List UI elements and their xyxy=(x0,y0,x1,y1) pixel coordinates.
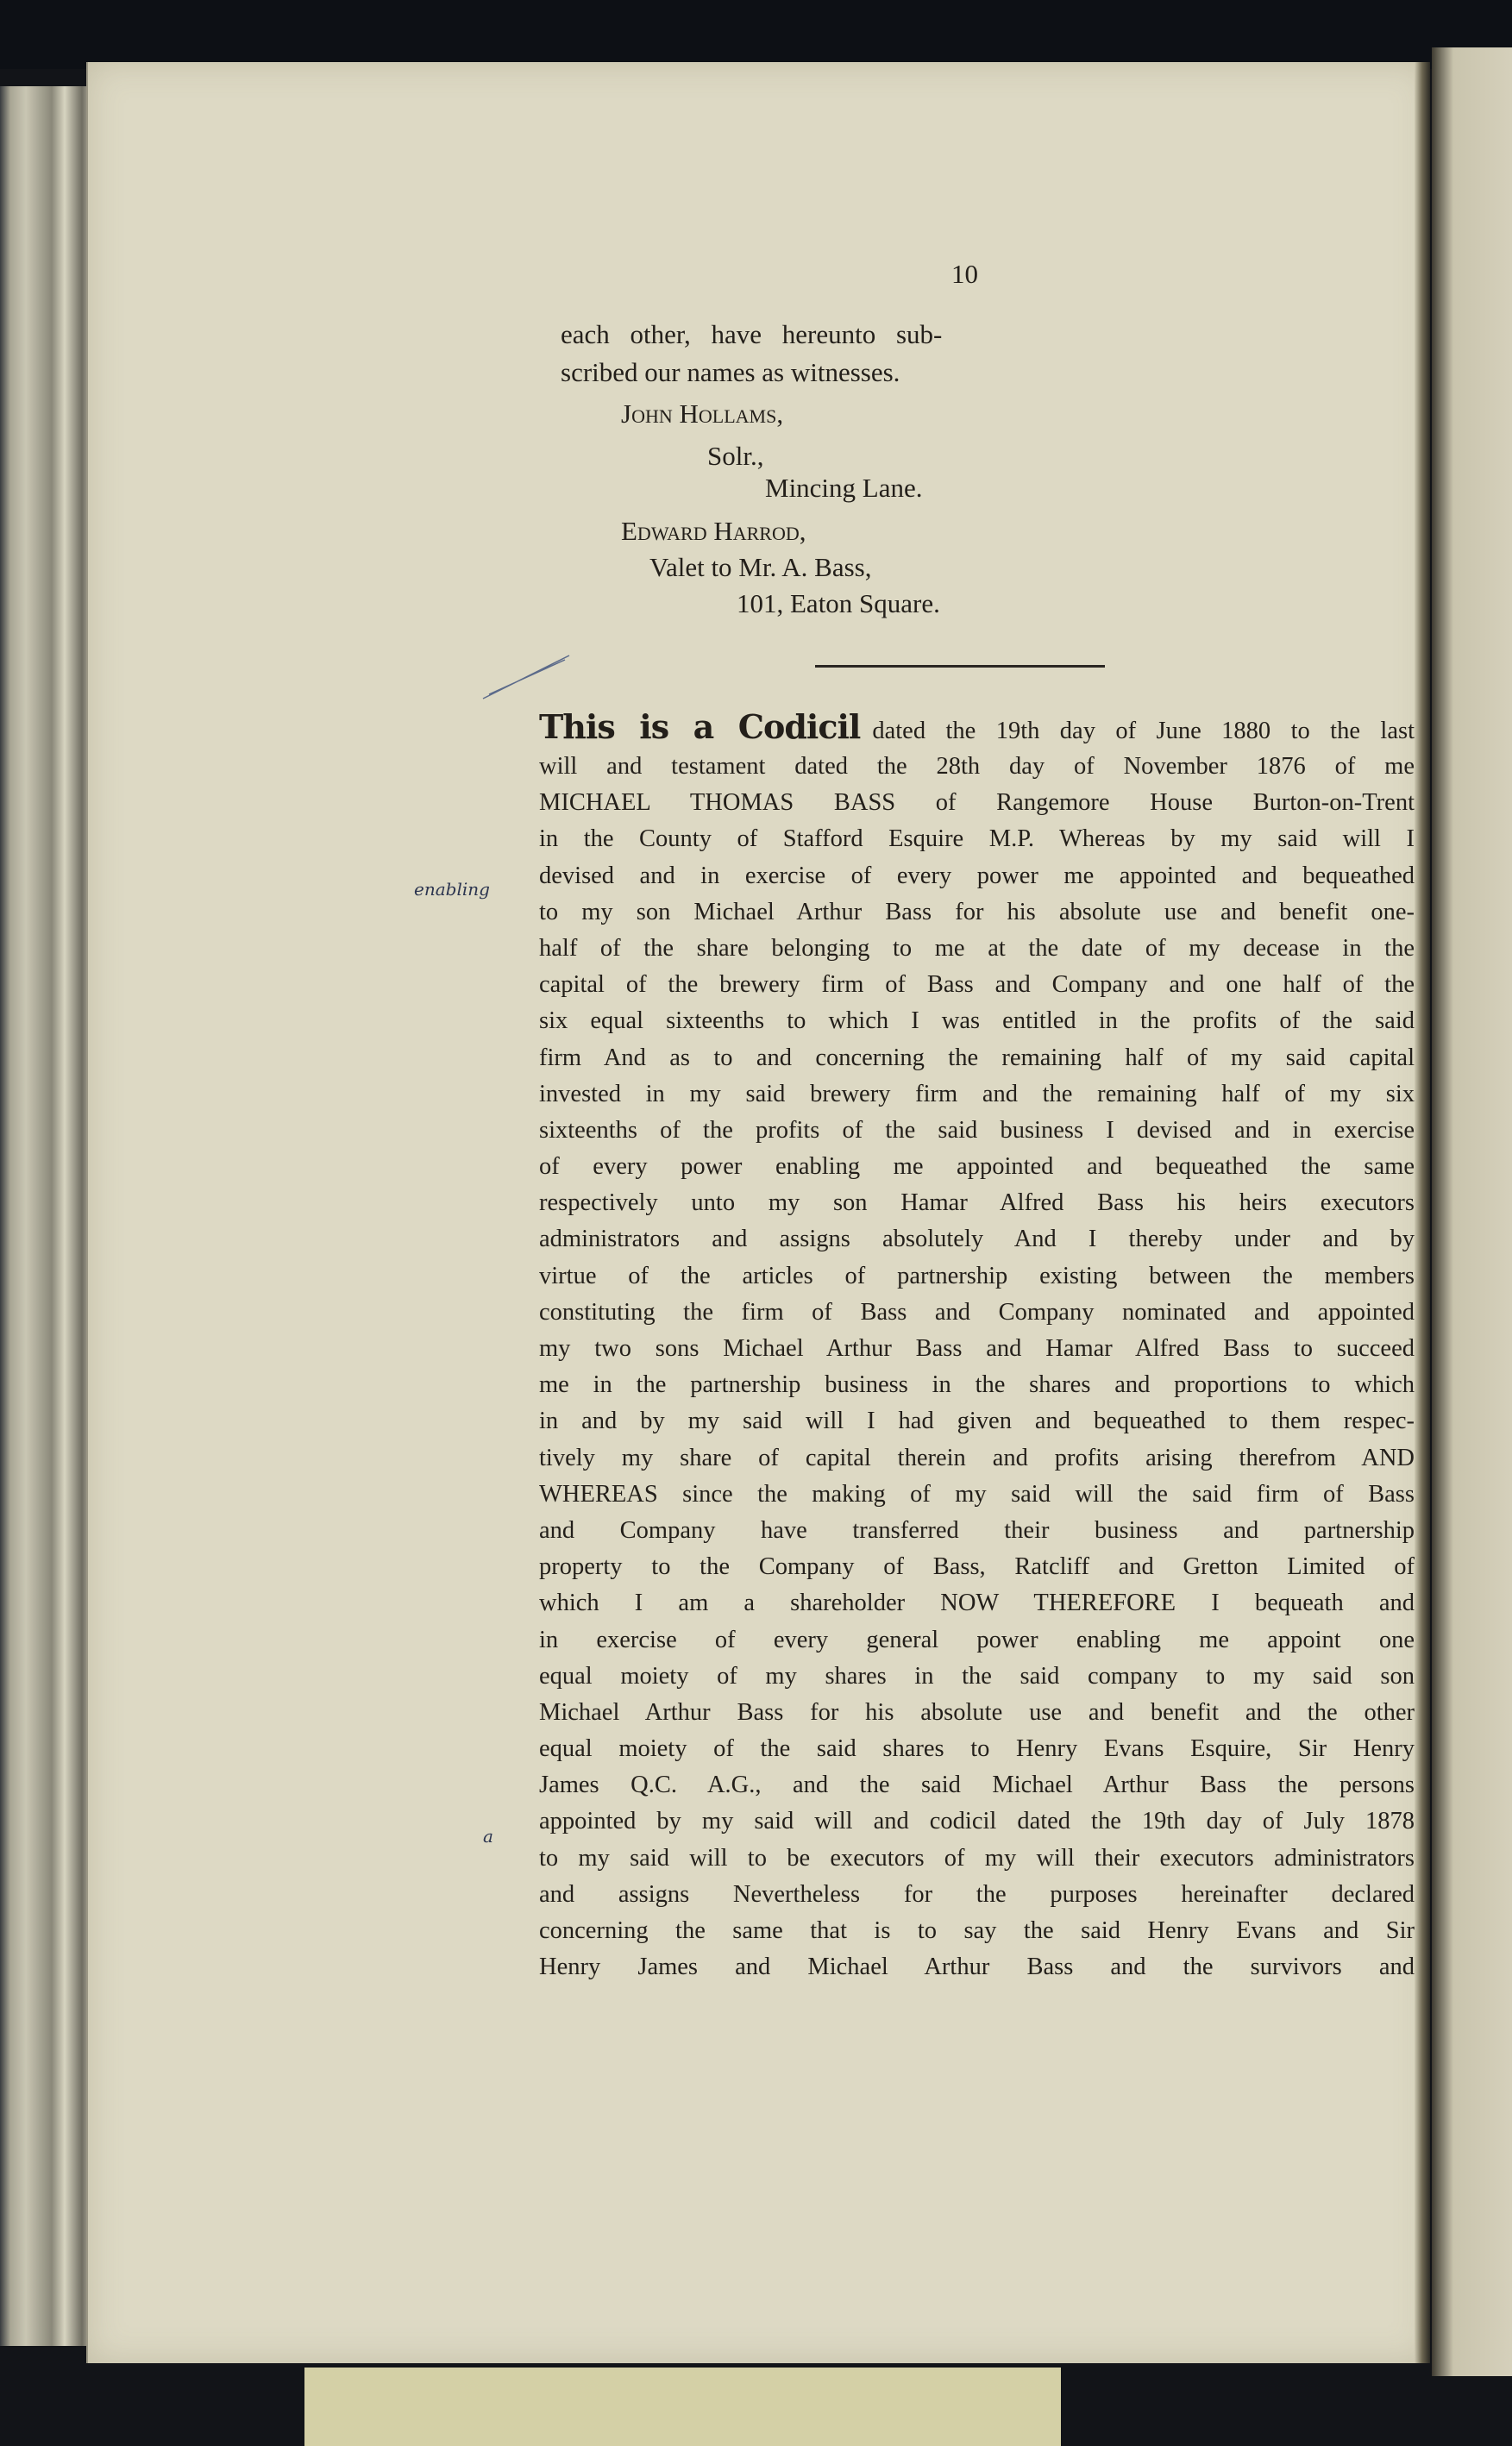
scan-background xyxy=(0,0,1512,69)
witness-clause-line: scribed our names as witnesses. xyxy=(561,357,900,387)
book-page-edges xyxy=(0,86,95,2346)
witness-name: John Hollams, xyxy=(621,398,784,429)
codicil-line: in and by my said will I had given and bequeathed to them respec- xyxy=(539,1408,1415,1435)
codicil-line: in the County of Stafford Esquire M.P. Whereas by my said will I xyxy=(539,825,1415,853)
codicil-line: tively my share of capital therein and profits arising therefrom AND xyxy=(539,1444,1415,1471)
codicil-line: concerning the same that is to say the said Henry Evans and Sir xyxy=(539,1917,1415,1944)
codicil-line: will and testament dated the 28th day of November 1876 of me xyxy=(539,753,1415,780)
codicil-line xyxy=(539,706,1415,749)
codicil-line: property to the Company of Bass, Ratcliff and Gretton Limited of xyxy=(539,1553,1415,1581)
witness-clause-line: each other, have hereunto sub- xyxy=(561,319,943,349)
codicil-line: six equal sixteenths to which I was entitled in the profits of the said xyxy=(539,1007,1415,1035)
codicil-line: capital of the brewery firm of Bass and Company and one half of the xyxy=(539,971,1415,999)
adjacent-page xyxy=(1432,47,1512,2376)
codicil-line: Henry James and Michael Arthur Bass and the survivors and xyxy=(539,1954,1415,1981)
codicil-line: to my son Michael Arthur Bass for his absolute use and benefit one- xyxy=(539,898,1415,925)
codicil-line: invested in my said brewery firm and the remaining half of my six xyxy=(539,1080,1415,1107)
handwritten-insertion: enabling xyxy=(414,879,490,900)
codicil-line: firm And as to and concerning the remaining half of my said capital xyxy=(539,1044,1415,1071)
codicil-line: to my said will to be executors of my will their executors administrators xyxy=(539,1844,1415,1872)
codicil-line: devised and in exercise of every power me appointed and bequeathed xyxy=(539,862,1415,889)
codicil-text xyxy=(539,706,1415,1985)
codicil-line: me in the partnership business in the shares and proportions to which xyxy=(539,1371,1415,1399)
pencil-mark-icon xyxy=(479,651,574,703)
codicil-line: administrators and assigns absolutely And I thereby under and by xyxy=(539,1226,1415,1253)
witness-name: Edward Harrod, xyxy=(621,516,806,546)
codicil-line: WHEREAS since the making of my said will the said firm of Bass xyxy=(539,1480,1415,1508)
section-divider xyxy=(815,665,1105,668)
codicil-line: Michael Arthur Bass for his absolute use and benefit and the other xyxy=(539,1698,1415,1726)
codicil-line: in exercise of every general power enabling me appoint one xyxy=(539,1626,1415,1653)
codicil-line: James Q.C. A.G., and the said Michael Arthur Bass the persons xyxy=(539,1772,1415,1799)
codicil-line: sixteenths of the profits of the said business I devised and in exercise xyxy=(539,1116,1415,1144)
codicil-line: MICHAEL THOMAS BASS of Rangemore House Burton-on-Trent xyxy=(539,789,1415,817)
page-number: 10 xyxy=(951,259,978,289)
witness-detail: Solr., xyxy=(707,441,764,471)
codicil-line: constituting the firm of Bass and Company nominated and appointed xyxy=(539,1298,1415,1326)
codicil-line: and assigns Nevertheless for the purposes hereinafter declared xyxy=(539,1880,1415,1908)
codicil-line: equal moiety of my shares in the said company to my said son xyxy=(539,1662,1415,1690)
handwritten-insertion: a xyxy=(483,1826,493,1847)
scan-strip xyxy=(304,2368,1061,2446)
witness-detail: Valet to Mr. A. Bass, xyxy=(649,552,872,582)
codicil-line: which I am a shareholder NOW THEREFORE I bequeath and xyxy=(539,1590,1415,1617)
codicil-line: and Company have transferred their business and partnership xyxy=(539,1516,1415,1544)
codicil-line: virtue of the articles of partnership existing between the members xyxy=(539,1262,1415,1289)
witness-detail: 101, Eaton Square. xyxy=(737,588,940,618)
codicil-line: equal moiety of the said shares to Henry Evans Esquire, Sir Henry xyxy=(539,1735,1415,1763)
codicil-line: respectively unto my son Hamar Alfred Bass his heirs executors xyxy=(539,1189,1415,1217)
codicil-line: of every power enabling me appointed and bequeathed the same xyxy=(539,1153,1415,1181)
witness-detail: Mincing Lane. xyxy=(765,473,923,503)
codicil-line: half of the share belonging to me at the date of my decease in the xyxy=(539,934,1415,962)
codicil-line-text: dated the 19th day of June 1880 to the last xyxy=(872,718,1415,744)
page-gutter-shadow xyxy=(1415,62,1430,2363)
codicil-heading: This is a Codicil xyxy=(539,707,861,746)
codicil-line: appointed by my said will and codicil dated the 19th day of July 1878 xyxy=(539,1808,1415,1835)
codicil-line: my two sons Michael Arthur Bass and Hamar Alfred Bass to succeed xyxy=(539,1335,1415,1362)
